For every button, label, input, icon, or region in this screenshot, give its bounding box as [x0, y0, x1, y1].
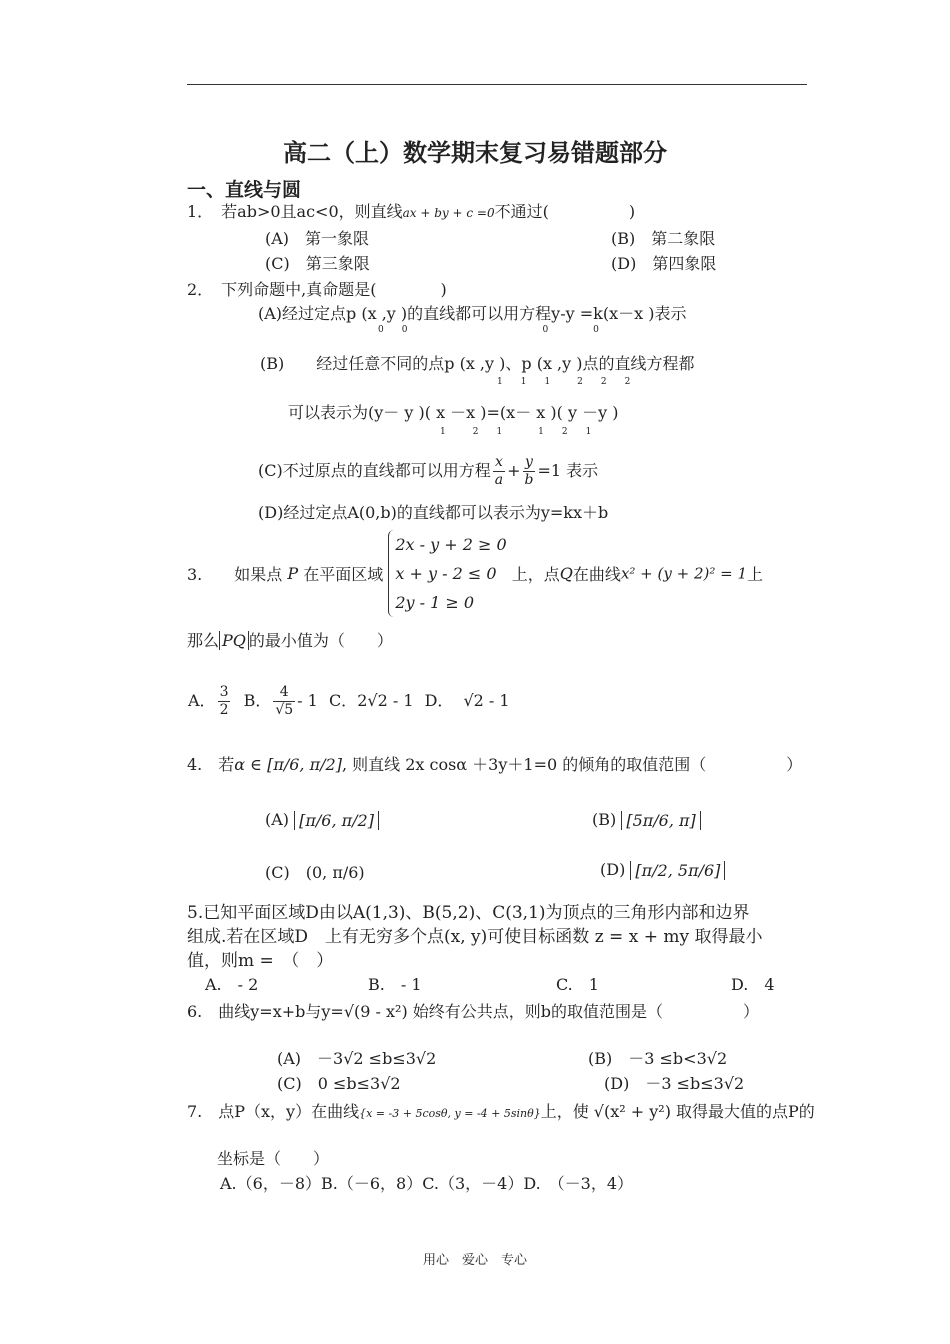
q1-option-a: (A) 第一象限: [265, 229, 370, 248]
q2-option-b-line2: 可以表示为(y－ y )( x －x )=(x－ x )( y －y ): [288, 403, 619, 422]
section-heading: 一、直线与圆: [187, 179, 302, 201]
q6-option-b: (B) －3 ≤b<3√2: [588, 1049, 728, 1068]
q3-inequality-system: 2x - y + 2 ≥ 0 x + y - 2 ≤ 0 2y - 1 ≥ 0: [388, 530, 506, 617]
q6-option-d: (D) －3 ≤b≤3√2: [604, 1074, 745, 1093]
q4-option-d: (D) [π/2, 5π/6]: [600, 860, 725, 880]
q4-option-b: (B) [5π/6, π]: [592, 810, 701, 830]
q3-options: A． $\frac{3}{2}$ B． $\frac{4}{√5}$ - 1 C．2√2 - 1 D． √2 - 1: [188, 684, 510, 718]
question-5-line1: 5.已知平面区域D由以A(1,3)、B(5,2)、C(3,1)为顶点的三角形内部和边界: [187, 903, 750, 923]
q5-option-a: A. - 2: [205, 975, 259, 994]
q5-option-d: D. 4: [731, 975, 775, 994]
q1-option-d: (D) 第四象限: [611, 254, 717, 273]
q6-option-c: (C) 0 ≤b≤3√2: [277, 1074, 401, 1093]
q4-option-c: (C) (0, π/6): [265, 863, 365, 882]
q7-line2: 坐标是（ ）: [217, 1149, 330, 1168]
question-5-line3: 值，则m = （ ）: [187, 951, 334, 971]
page-footer: 用心 爱心 专心: [422, 1253, 527, 1268]
q2-option-b-subscripts: 1 1 1 2 2 2: [497, 377, 631, 387]
q3-line2: 那么 PQ 的最小值为（ ）: [187, 631, 393, 650]
question-7-stem: 7. 点P（x，y）在曲线{x = -3 + 5cosθ, y = -4 + 5sinθ}上，使 √(x² + y²) 取得最大值的点P的: [187, 1102, 815, 1121]
q1-option-c: (C) 第三象限: [265, 254, 370, 273]
question-2-stem: 2． 下列命题中,真命题是( ): [187, 280, 447, 299]
question-6-stem: 6. 曲线y=x+b与y=√(9 - x²) 始终有公共点，则b的取值范围是（ ）: [187, 1002, 760, 1021]
q4-option-a: (A) [π/6, π/2]: [265, 810, 379, 830]
q2-option-a: (A)经过定点p (x ,y )的直线都可以用方程y-y =k(x－x )表示: [258, 304, 687, 323]
q2-option-b-line2-subscripts: 1 2 1 1 2 1: [440, 427, 592, 437]
q7-options: A.（6，－8）B.（－6，8）C.（3，－4）D. （－3，4）: [220, 1174, 634, 1193]
q6-option-a: (A) －3√2 ≤b≤3√2: [277, 1049, 437, 1068]
question-4-stem: 4. 若α ∈ [π/6, π/2], 则直线 2x cosα ＋3y＋1=0 的倾角的取值范围（ ）: [187, 755, 803, 774]
q2-option-b-line1: (B) 经过任意不同的点p (x ,y )、p (x ,y )点的直线方程都: [260, 354, 695, 373]
q5-option-b: B. - 1: [368, 975, 422, 994]
header-rule: [187, 84, 807, 85]
q2-option-a-subscripts: 0 0 0 0: [378, 325, 599, 335]
q5-option-c: C. 1: [556, 975, 599, 994]
question-3-stem: 3. 如果点 P 在平面区域 2x - y + 2 ≥ 0 x + y - 2 ≤ 0 2y - 1 ≥ 0 上，点Q在曲线x² + (y + 2)² = 1上: [187, 530, 763, 617]
question-1-stem: 1． 若ab>0且ac<0，则直线ax + by + c =0不通过( ): [187, 202, 636, 221]
q2-option-d: (D)经过定点A(0,b)的直线都可以表示为y=kx＋b: [258, 503, 609, 522]
question-5-line2: 组成.若在区域D 上有无穷多个点(x, y)可使目标函数 z = x + my 取得最小: [187, 927, 763, 947]
q1-option-b: (B) 第二象限: [611, 229, 716, 248]
document-title: 高二（上）数学期末复习易错题部分: [283, 139, 667, 167]
q2-option-c: (C)不过原点的直线都可以用方程 $\frac{x}{a}$ + $\frac{y}{b}$ =1 表示: [258, 454, 599, 488]
